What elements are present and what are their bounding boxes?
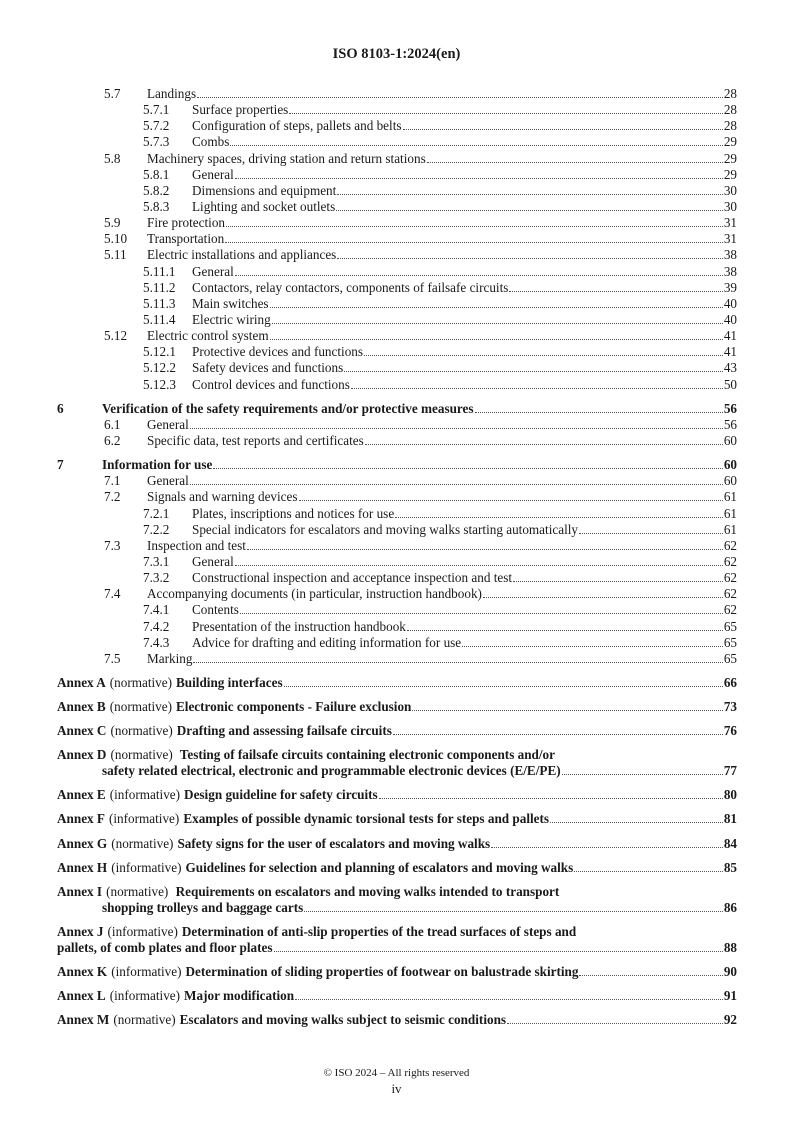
annex-type: (informative) [107, 923, 178, 939]
annex-type: (normative) [110, 723, 173, 739]
annex-label: Annex E [57, 787, 106, 803]
toc-page: 60 [723, 457, 737, 473]
toc-page: 31 [723, 215, 737, 231]
toc-number: 5.7.3 [143, 134, 170, 150]
toc-entry[interactable] [57, 619, 737, 635]
toc-page: 29 [723, 166, 737, 182]
table-of-contents [57, 86, 737, 1028]
toc-entry[interactable] [57, 360, 737, 376]
toc-entry[interactable] [57, 635, 737, 651]
toc-page: 29 [723, 134, 737, 150]
toc-number: 5.7.1 [143, 102, 170, 118]
toc-page: 40 [723, 295, 737, 311]
toc-annex-entry[interactable] [57, 860, 737, 876]
toc-entry[interactable] [57, 86, 737, 102]
toc-entry[interactable] [57, 489, 737, 505]
annex-type: (informative) [111, 963, 182, 979]
toc-number: 5.8 [104, 150, 121, 166]
toc-number: 5.8.2 [143, 182, 170, 198]
toc-page: 65 [723, 634, 737, 650]
toc-page: 30 [723, 182, 737, 198]
toc-page: 38 [723, 247, 737, 263]
toc-title: Transportation [147, 231, 225, 247]
annex-title-line2: safety related electrical, electronic and programmable electronic devices (E/E/PE) [102, 763, 561, 779]
toc-entry[interactable] [57, 118, 737, 134]
toc-title: Protective devices and functions [192, 344, 364, 360]
annex-label: Annex I [57, 883, 103, 899]
document-id-header: ISO 8103-1:2024(en) [332, 46, 461, 62]
toc-title: Combs [192, 134, 230, 150]
toc-title: Signals and warning devices [147, 489, 298, 505]
toc-annex-entry[interactable] [57, 747, 737, 779]
toc-annex-entry[interactable] [57, 988, 737, 1004]
toc-title: General [147, 473, 189, 489]
toc-page: 65 [723, 650, 737, 666]
toc-page: 62 [723, 537, 737, 553]
annex-type: (normative) [111, 835, 174, 851]
page-footer [0, 1066, 793, 1096]
annex-type: (informative) [109, 988, 181, 1004]
toc-entry[interactable] [57, 199, 737, 215]
toc-entry[interactable] [57, 522, 737, 538]
toc-page: 85 [723, 859, 737, 875]
toc-entry[interactable] [57, 506, 737, 522]
toc-entry[interactable] [57, 247, 737, 263]
toc-title: Control devices and functions [192, 376, 350, 392]
toc-title: Landings [147, 86, 197, 101]
annex-label: Annex C [57, 723, 107, 739]
toc-number: 6.2 [104, 432, 121, 448]
toc-number: 5.11 [104, 247, 127, 263]
toc-title: Dimensions and equipment [192, 182, 337, 198]
toc-entry[interactable] [57, 102, 737, 118]
toc-page: 61 [723, 521, 737, 537]
page-number: iv [391, 1081, 402, 1096]
toc-entry[interactable] [57, 457, 737, 473]
toc-title: Advice for drafting and editing information for use [192, 634, 462, 650]
toc-page: 81 [723, 811, 737, 827]
annex-title-line1: Determination of anti-slip properties of the tread surfaces of steps and [181, 923, 577, 939]
toc-annex-entry[interactable] [57, 1012, 737, 1028]
toc-number: 6 [57, 400, 64, 416]
annex-title-line1: Requirements on escalators and moving walks intended to transport [175, 883, 560, 899]
toc-title: Configuration of steps, pallets and belts [192, 118, 402, 134]
toc-page: 86 [723, 899, 737, 915]
annex-title: Design guideline for safety circuits [184, 787, 378, 803]
toc-number: 5.8.3 [143, 198, 170, 214]
toc-number: 7.5 [104, 650, 121, 666]
toc-number: 7 [57, 457, 64, 473]
annex-label: Annex K [57, 963, 108, 979]
toc-page: 50 [723, 376, 737, 392]
toc-title: Electric control system [147, 328, 269, 344]
toc-entry[interactable] [57, 538, 737, 554]
annex-type: (informative) [111, 859, 182, 875]
toc-entry[interactable] [57, 296, 737, 312]
annex-type: (normative) [109, 674, 172, 690]
toc-page: 30 [723, 198, 737, 214]
toc-page: 65 [723, 618, 737, 634]
copyright-notice: © ISO 2024 – All rights reserved [323, 1067, 470, 1079]
annex-label: Annex F [57, 811, 105, 827]
toc-page: 90 [723, 963, 737, 979]
annex-label: Annex J [57, 923, 104, 939]
toc-title: Marking [147, 650, 193, 666]
toc-title: Machinery spaces, driving station and return stations [147, 150, 426, 166]
annex-label: Annex D [57, 747, 107, 763]
toc-entry[interactable] [57, 231, 737, 247]
toc-title: General [192, 166, 234, 182]
toc-page: 29 [723, 150, 737, 166]
toc-title: Electric installations and appliances [147, 247, 337, 263]
toc-entry[interactable] [57, 401, 737, 417]
toc-entry[interactable] [57, 473, 737, 489]
toc-number: 5.11.4 [143, 311, 176, 327]
toc-title: Verification of the safety requirements and/or protective measures [102, 400, 474, 416]
toc-title: Accompanying documents (in particular, instruction handbook) [147, 586, 482, 602]
toc-title: Specific data, test reports and certificates [147, 432, 364, 448]
annex-type: (informative) [109, 811, 180, 827]
toc-title: Main switches [192, 295, 269, 311]
annex-label: Annex G [57, 835, 108, 851]
toc-number: 5.11.1 [143, 263, 176, 279]
toc-number: 5.11.3 [143, 295, 176, 311]
toc-title: Electric wiring [192, 311, 271, 327]
toc-number: 7.3 [104, 537, 121, 553]
toc-entry[interactable] [57, 167, 737, 183]
toc-number: 5.12 [104, 328, 128, 344]
toc-page: 84 [723, 835, 737, 851]
toc-page: 41 [723, 328, 737, 344]
annex-title: Building interfaces [175, 674, 283, 690]
toc-number: 7.4.2 [143, 618, 170, 634]
toc-number: 7.2.1 [143, 505, 170, 521]
toc-entry[interactable] [57, 570, 737, 586]
toc-number: 5.7.2 [143, 118, 170, 134]
toc-page: 61 [723, 505, 737, 521]
toc-page: 80 [723, 787, 737, 803]
toc-page: 28 [723, 118, 737, 134]
toc-entry[interactable] [57, 377, 737, 393]
toc-title: Plates, inscriptions and notices for use [192, 505, 395, 521]
annex-title: Safety signs for the user of escalators and moving walks [177, 835, 491, 851]
toc-number: 7.4.3 [143, 634, 170, 650]
toc-annex-entry[interactable] [57, 699, 737, 715]
toc-page: 66 [723, 674, 737, 690]
toc-page: 92 [723, 1012, 737, 1028]
toc-annex-entry[interactable] [57, 964, 737, 980]
toc-entry[interactable] [57, 215, 737, 231]
toc-number: 6.1 [104, 416, 121, 432]
annex-type: (normative) [106, 883, 169, 899]
toc-annex-entry[interactable] [57, 787, 737, 803]
toc-title: Special indicators for escalators and moving walks starting automatically [192, 521, 578, 537]
toc-annex-entry[interactable] [57, 723, 737, 739]
toc-page: 56 [723, 400, 737, 416]
toc-page: 28 [723, 102, 737, 118]
toc-page: 88 [723, 939, 737, 955]
annex-label: Annex L [57, 988, 106, 1004]
toc-entry[interactable] [57, 602, 737, 618]
annex-label: Annex H [57, 859, 108, 875]
toc-page: 56 [723, 416, 737, 432]
toc-page: 62 [723, 570, 737, 586]
toc-page: 76 [723, 723, 737, 739]
toc-entry[interactable] [57, 134, 737, 150]
toc-number: 7.3.2 [143, 570, 170, 586]
toc-number: 5.12.1 [143, 344, 176, 360]
annex-title-line2: pallets, of comb plates and floor plates [57, 939, 273, 955]
toc-page: 91 [723, 988, 737, 1004]
toc-page: 38 [723, 263, 737, 279]
toc-page: 60 [723, 473, 737, 489]
annex-title: Guidelines for selection and planning of escalators and moving walks [185, 859, 574, 875]
toc-page: 40 [723, 311, 737, 327]
toc-title: Information for use [102, 457, 213, 473]
toc-annex-entry[interactable] [57, 675, 737, 691]
toc-number: 7.2 [104, 489, 121, 505]
toc-entry[interactable] [57, 280, 737, 296]
toc-title: Surface properties [192, 102, 289, 118]
toc-title: General [147, 416, 189, 432]
toc-page: 43 [723, 360, 737, 376]
toc-entry[interactable] [57, 328, 737, 344]
toc-page: 62 [723, 553, 737, 569]
toc-title: Presentation of the instruction handbook [192, 618, 406, 634]
toc-entry[interactable] [57, 554, 737, 570]
toc-title: Safety devices and functions [192, 360, 344, 376]
toc-entry[interactable] [57, 586, 737, 602]
toc-page: 73 [723, 699, 737, 715]
toc-title: Inspection and test [147, 537, 246, 553]
toc-entry[interactable] [57, 151, 737, 167]
toc-title: Contactors, relay contactors, components of failsafe circuits [192, 279, 509, 295]
toc-entry[interactable] [57, 417, 737, 433]
annex-title-line1: Testing of failsafe circuits containing electronic components and/or [179, 747, 555, 763]
toc-number: 5.9 [104, 215, 121, 231]
toc-entry[interactable] [57, 344, 737, 360]
toc-entry[interactable] [57, 264, 737, 280]
toc-title: General [192, 553, 234, 569]
toc-page: 62 [723, 602, 737, 618]
annex-title: Examples of possible dynamic torsional tests for steps and pallets [183, 811, 550, 827]
annex-type: (normative) [110, 747, 173, 763]
annex-title: Escalators and moving walks subject to seismic conditions [179, 1012, 507, 1028]
annex-title: Electronic components - Failure exclusion [175, 699, 412, 715]
annex-label: Annex B [57, 699, 106, 715]
toc-annex-entry[interactable] [57, 836, 737, 852]
annex-type: (normative) [109, 699, 172, 715]
annex-title: Drafting and assessing failsafe circuits [176, 723, 392, 739]
toc-number: 5.7 [104, 86, 121, 101]
toc-title: General [192, 263, 234, 279]
toc-title: Contents [192, 602, 239, 618]
toc-number: 7.4 [104, 586, 121, 602]
toc-number: 7.2.2 [143, 521, 170, 537]
toc-page: 39 [723, 279, 737, 295]
toc-number: 7.3.1 [143, 553, 170, 569]
toc-number: 5.11.2 [143, 279, 176, 295]
toc-number: 5.10 [104, 231, 128, 247]
annex-type: (normative) [113, 1012, 176, 1028]
toc-annex-entry[interactable] [57, 924, 737, 956]
toc-entry[interactable] [57, 433, 737, 449]
toc-page: 77 [723, 763, 737, 779]
toc-entry[interactable] [57, 651, 737, 667]
toc-title: Fire protection [147, 215, 226, 231]
toc-number: 5.8.1 [143, 166, 170, 182]
toc-entry[interactable] [57, 312, 737, 328]
toc-annex-entry[interactable] [57, 884, 737, 916]
toc-entry[interactable] [57, 183, 737, 199]
annex-title: Major modification [184, 988, 295, 1004]
annex-label: Annex M [57, 1012, 110, 1028]
annex-label: Annex A [57, 674, 106, 690]
toc-number: 7.1 [104, 473, 121, 489]
toc-page: 28 [723, 86, 737, 101]
annex-type: (informative) [109, 787, 181, 803]
toc-number: 7.4.1 [143, 602, 170, 618]
toc-page: 62 [723, 586, 737, 602]
toc-title: Lighting and socket outlets [192, 198, 336, 214]
toc-annex-entry[interactable] [57, 811, 737, 827]
toc-number: 5.12.3 [143, 376, 176, 392]
toc-page: 60 [723, 432, 737, 448]
toc-title: Constructional inspection and acceptance inspection and test [192, 570, 513, 586]
toc-page: 31 [723, 231, 737, 247]
annex-title-line2: shopping trolleys and baggage carts [102, 899, 304, 915]
toc-page: 61 [723, 489, 737, 505]
toc-number: 5.12.2 [143, 360, 176, 376]
annex-title: Determination of sliding properties of footwear on balustrade skirting [185, 963, 579, 979]
toc-page: 41 [723, 344, 737, 360]
